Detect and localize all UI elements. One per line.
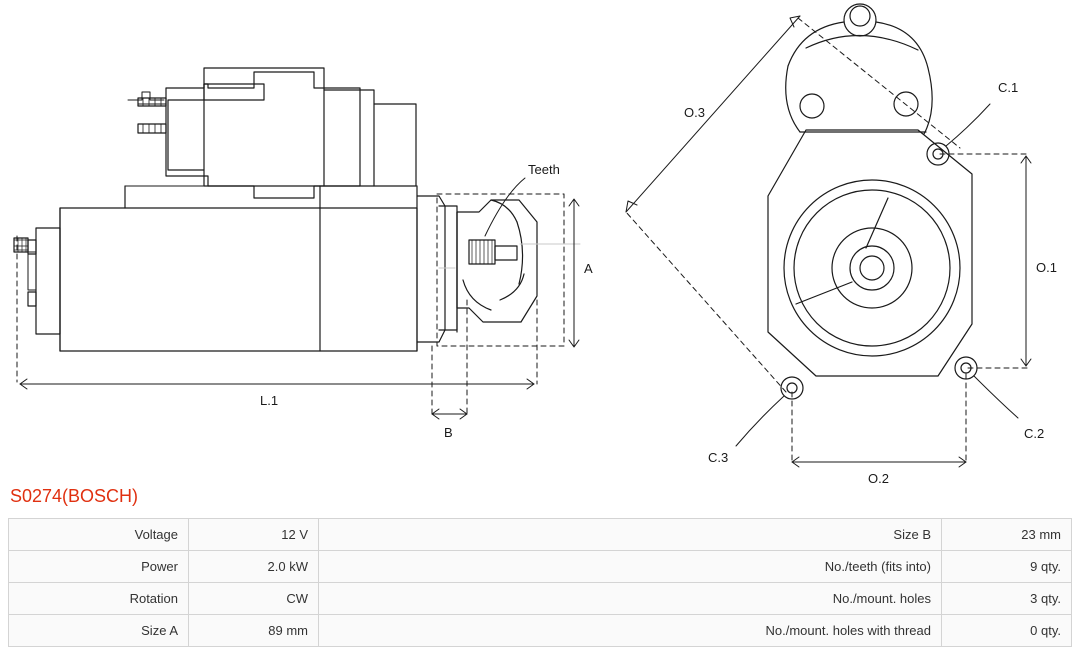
spec-label-mount-holes-thread: No./mount. holes with thread	[319, 615, 942, 647]
front-view-starter	[626, 4, 1031, 467]
spec-label-mount-holes: No./mount. holes	[319, 583, 942, 615]
spec-label-teeth: No./teeth (fits into)	[319, 551, 942, 583]
table-row	[9, 583, 1072, 615]
label-dim-o2: O.2	[868, 471, 889, 485]
spec-label-rotation: Rotation	[9, 583, 189, 615]
spec-value-size-a: 89 mm	[189, 615, 319, 647]
label-dim-o1: O.1	[1036, 260, 1057, 275]
spec-value-voltage: 12 V	[189, 519, 319, 551]
specifications-table	[8, 518, 1072, 647]
label-hole-c1: C.1	[998, 80, 1019, 95]
table-row	[9, 519, 1072, 551]
table-row	[9, 615, 1072, 647]
spec-value-rotation: CW	[189, 583, 319, 615]
spec-label-size-a: Size A	[9, 615, 189, 647]
table-row	[9, 551, 1072, 583]
label-hole-c3: C.3	[708, 450, 729, 465]
spec-label-power: Power	[9, 551, 189, 583]
label-dim-a: A	[584, 261, 593, 276]
spec-label-voltage: Voltage	[9, 519, 189, 551]
page-title: S0274(BOSCH)	[10, 486, 139, 506]
spec-value-mount-holes-thread: 0 qty.	[942, 615, 1072, 647]
label-hole-c2: C.2	[1024, 426, 1045, 441]
label-dim-o3: O.3	[684, 105, 705, 120]
label-teeth: Teeth	[528, 162, 560, 177]
spec-value-size-b: 23 mm	[942, 519, 1072, 551]
label-dim-l1: L.1	[260, 393, 279, 408]
side-view-starter	[14, 68, 580, 419]
spec-value-power: 2.0 kW	[189, 551, 319, 583]
spec-label-size-b: Size B	[319, 519, 942, 551]
spec-value-mount-holes: 3 qty.	[942, 583, 1072, 615]
spec-value-teeth: 9 qty.	[942, 551, 1072, 583]
label-dim-b: B	[444, 425, 453, 440]
